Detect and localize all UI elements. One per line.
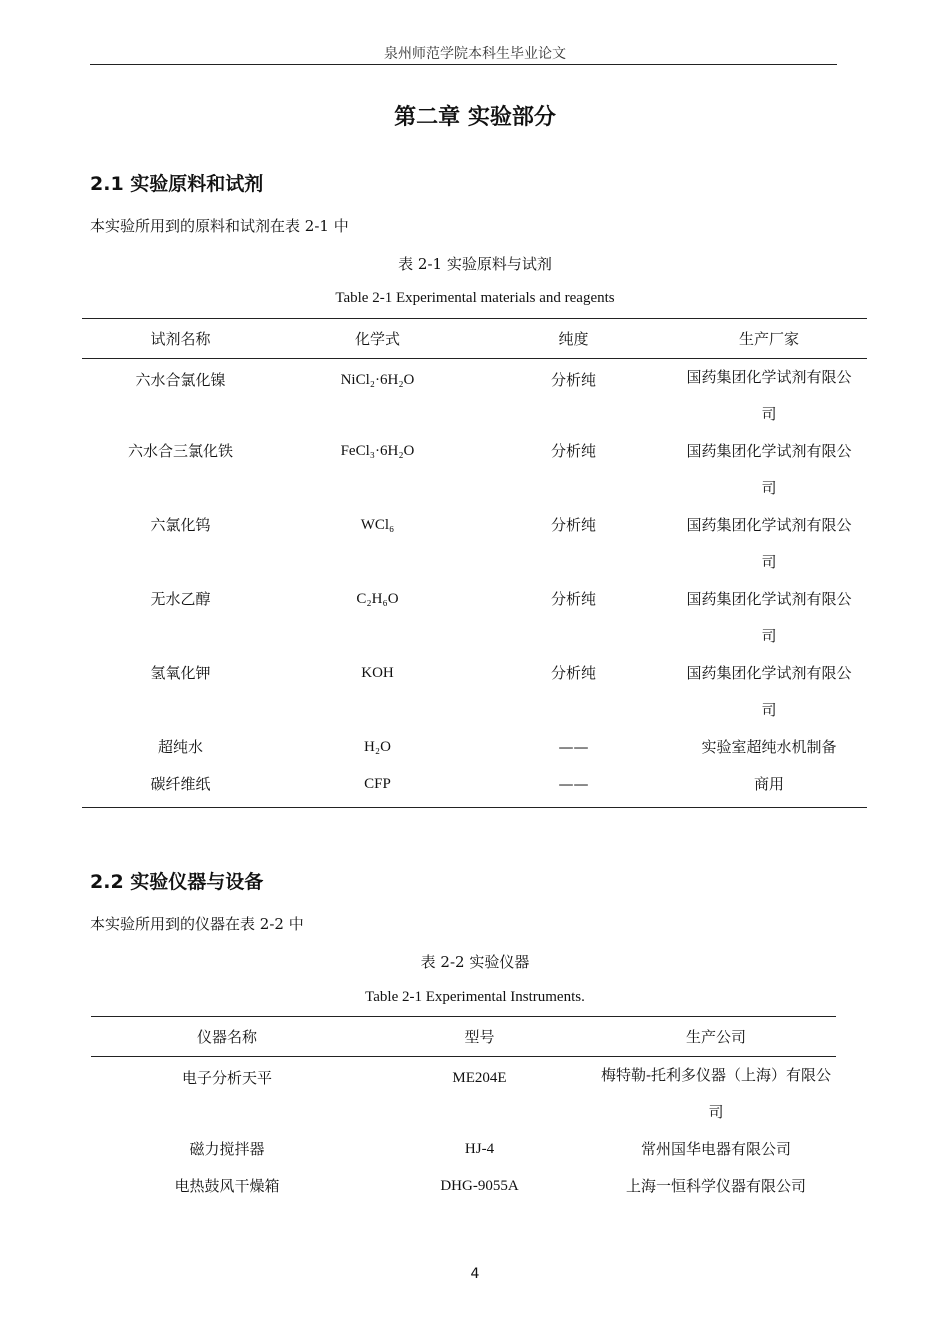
reagent-purity: 分析纯 (550, 664, 596, 682)
reagent-name: 氢氧化钾 (150, 664, 211, 682)
instrument-name: 电子分析天平 (181, 1069, 272, 1087)
reagent-purity: —— (558, 775, 589, 793)
instrument-model: DHG-9055A (440, 1178, 519, 1194)
section-heading-2-2: 2.2 实验仪器与设备 (90, 871, 264, 893)
running-header: 泉州师范学院本科生毕业论文 (384, 46, 566, 62)
table-row (91, 1131, 836, 1168)
instruments-table (91, 1016, 836, 1205)
reagent-maker: 国药集团化学试剂有限公司 (686, 516, 852, 571)
reagent-maker: 国药集团化学试剂有限公司 (686, 442, 852, 497)
column-header: 生产公司 (596, 1017, 836, 1057)
column-header: 试剂名称 (82, 319, 279, 359)
reagents-table (82, 318, 867, 808)
reagent-name: 超纯水 (157, 738, 203, 756)
column-header: 化学式 (279, 319, 476, 359)
reagent-name: 六水合氯化镍 (135, 371, 226, 389)
chapter-title: 第二章 实验部分 (394, 105, 556, 130)
reagent-formula: C₂H₆O (356, 591, 399, 607)
reagent-purity: —— (558, 738, 589, 756)
column-header: 生产厂家 (671, 319, 867, 359)
reagent-maker: 商用 (753, 775, 784, 793)
reagent-purity: 分析纯 (550, 442, 596, 460)
instrument-model: HJ-4 (464, 1141, 495, 1157)
column-header: 仪器名称 (91, 1017, 363, 1057)
table-2-1-caption-cn: 表 2-1 实验原料与试剂 (398, 255, 552, 273)
reagent-name: 无水乙醇 (150, 590, 211, 608)
instrument-company: 梅特勒-托利多仪器（上海）有限公司 (600, 1066, 832, 1121)
section-2-2-intro: 本实验所用到的仪器在表 2-2 中 (90, 915, 304, 933)
header-rule (90, 64, 837, 65)
reagent-maker: 国药集团化学试剂有限公司 (686, 368, 852, 423)
reagent-name: 碳纤维纸 (150, 775, 211, 793)
table-row (82, 433, 867, 507)
column-header: 型号 (363, 1017, 596, 1057)
table-row (82, 655, 867, 729)
reagent-formula: CFP (364, 776, 391, 792)
table-row (82, 729, 867, 766)
page-number: 4 (470, 1266, 480, 1282)
table-2-2-caption-cn: 表 2-2 实验仪器 (420, 953, 530, 971)
table-row (82, 766, 867, 808)
instrument-company: 常州国华电器有限公司 (640, 1140, 791, 1158)
table-2-1-caption-en: Table 2-1 Experimental materials and reagents (335, 290, 615, 306)
instrument-model: ME204E (452, 1070, 507, 1086)
reagent-purity: 分析纯 (550, 590, 596, 608)
section-heading-2-1: 2.1 实验原料和试剂 (90, 173, 264, 195)
table-header-row (82, 319, 867, 359)
reagent-name: 六氯化钨 (150, 516, 211, 534)
table-row (91, 1168, 836, 1205)
reagent-purity: 分析纯 (550, 371, 596, 389)
table-row (82, 507, 867, 581)
reagent-formula: H₂O (364, 739, 391, 755)
column-header: 纯度 (476, 319, 671, 359)
table-row (82, 581, 867, 655)
table-2-2-caption-en: Table 2-1 Experimental Instruments. (365, 989, 585, 1005)
instrument-company: 上海一恒科学仪器有限公司 (625, 1177, 806, 1195)
reagent-purity: 分析纯 (550, 516, 596, 534)
instrument-name: 磁力搅拌器 (189, 1140, 265, 1158)
reagent-name: 六水合三氯化铁 (127, 442, 233, 460)
table-header-row (91, 1017, 836, 1057)
reagent-maker: 国药集团化学试剂有限公司 (686, 664, 852, 719)
reagent-formula: KOH (361, 665, 394, 681)
table-row (82, 359, 867, 434)
reagent-formula: WCl₆ (360, 517, 395, 533)
reagent-formula: FeCl₃·6H₂O (340, 443, 415, 459)
reagent-maker: 实验室超纯水机制备 (701, 738, 837, 756)
reagent-maker: 国药集团化学试剂有限公司 (686, 590, 852, 645)
instrument-name: 电热鼓风干燥箱 (174, 1177, 280, 1195)
reagent-formula: NiCl₂·6H₂O (340, 372, 415, 388)
section-2-1-intro: 本实验所用到的原料和试剂在表 2-1 中 (90, 217, 349, 235)
table-row (91, 1057, 836, 1132)
